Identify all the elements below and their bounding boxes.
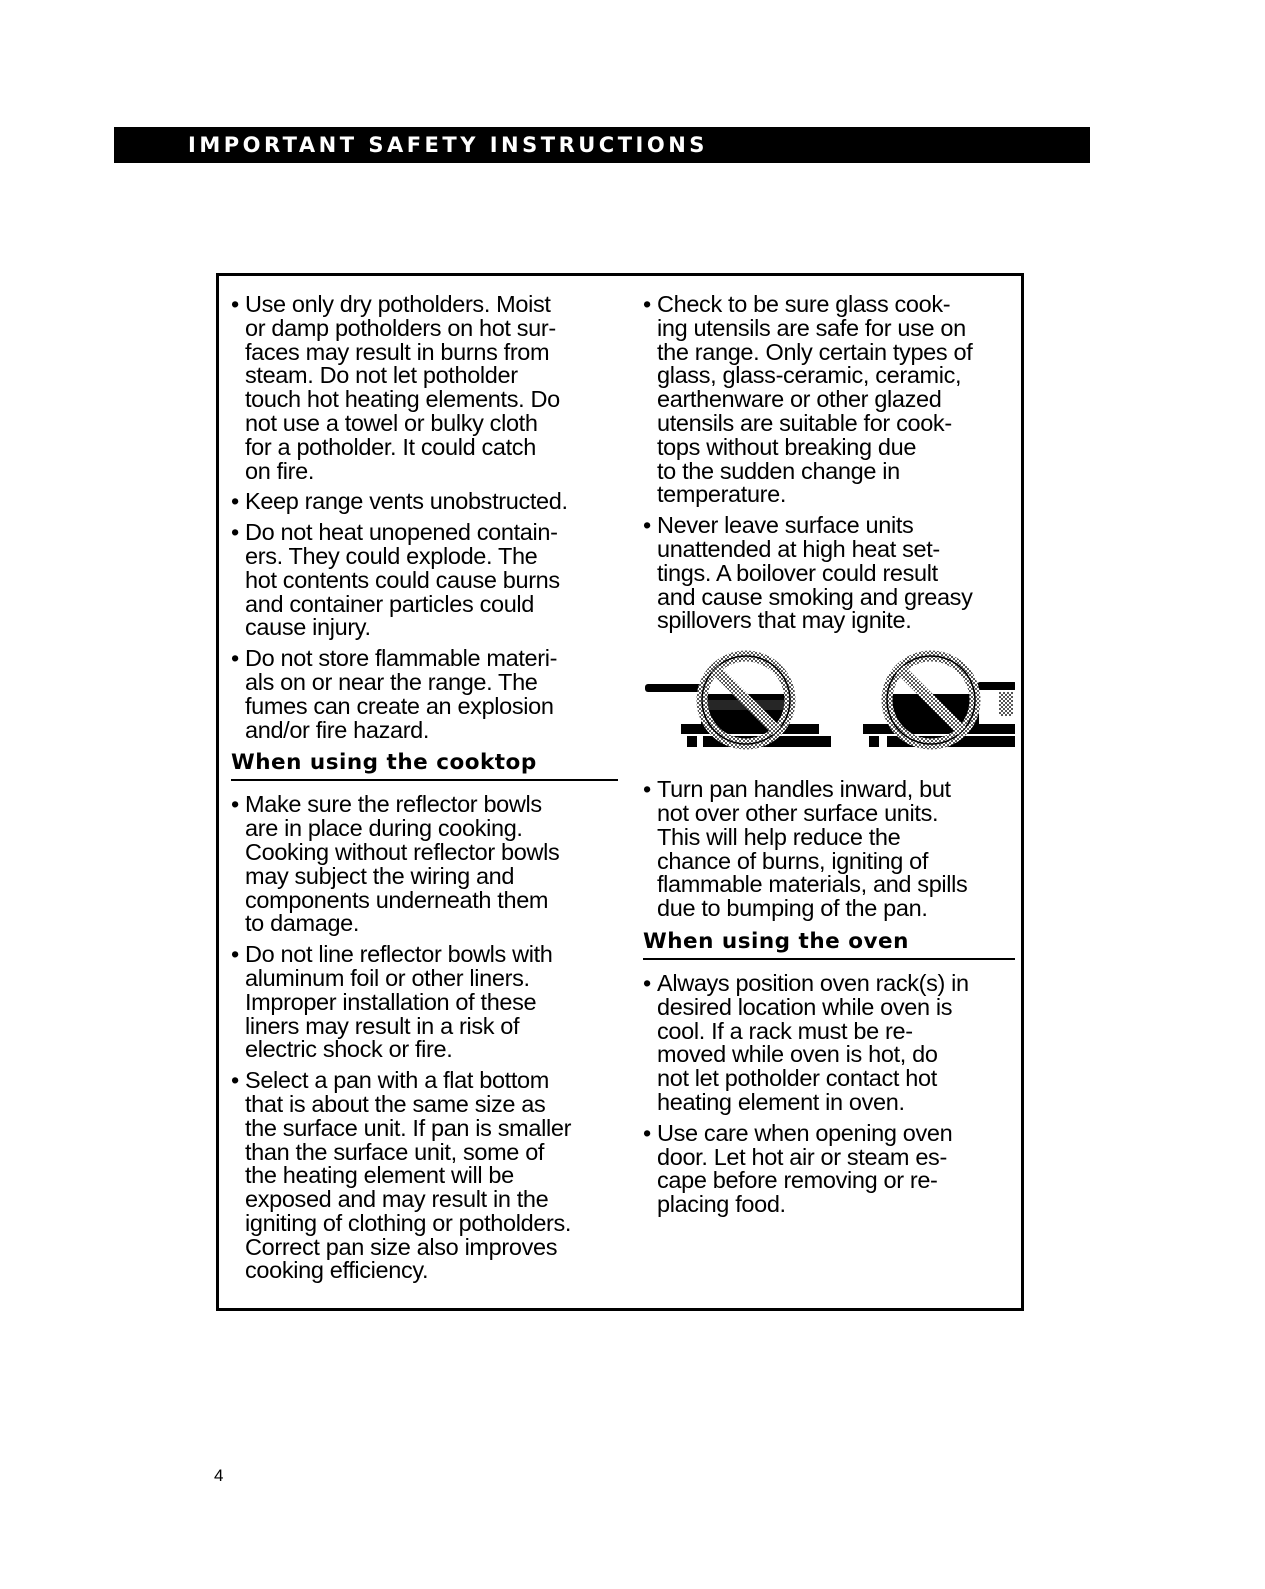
item-line: on fire.	[245, 457, 315, 484]
item-line: and container particles could	[245, 590, 535, 617]
item-line: placing food.	[657, 1191, 786, 1218]
item-line: to damage.	[245, 910, 360, 937]
bullet: •	[643, 969, 651, 996]
safety-item	[643, 514, 1015, 633]
safety-item	[643, 778, 1015, 921]
item-line: Correct pan size also improves	[245, 1233, 558, 1260]
right-items-top	[643, 293, 1015, 633]
item-line: glass, glass-ceramic, ceramic,	[657, 362, 962, 389]
bullet: •	[231, 488, 239, 515]
item-line: or damp potholders on hot sur-	[245, 314, 556, 341]
safety-item	[231, 793, 618, 936]
safety-item	[231, 521, 618, 640]
bullet: •	[231, 519, 239, 546]
safety-item	[643, 1119, 1015, 1218]
section-banner: IMPORTANT SAFETY INSTRUCTIONS	[114, 127, 1090, 163]
item-line: Never leave surface units	[657, 512, 914, 539]
item-line: Always position oven rack(s) in	[657, 969, 969, 996]
item-line: the surface unit. If pan is smaller	[245, 1114, 572, 1141]
item-line: igniting of clothing or potholders.	[245, 1209, 572, 1236]
right-items-mid	[643, 778, 1015, 921]
prohibited-pan-left	[645, 656, 831, 747]
item-line: Check to be sure glass cook-	[657, 291, 951, 317]
item-line: not over other surface units.	[657, 799, 939, 826]
item-line: the heating element will be	[245, 1162, 514, 1189]
bullet: •	[231, 791, 239, 818]
item-line: Turn pan handles inward, but	[657, 776, 951, 803]
no-pan-handle-outward-icon	[643, 644, 1015, 764]
item-line: components underneath them	[245, 886, 549, 913]
safety-item	[231, 490, 618, 514]
item-line: moved while oven is hot, do	[657, 1041, 938, 1068]
item-line: are in place during cooking.	[245, 815, 523, 842]
item-line: unattended at high heat set-	[657, 535, 940, 562]
left-column	[231, 293, 618, 1290]
prohibited-pan-right	[863, 656, 1015, 747]
item-line: exposed and may result in the	[245, 1186, 549, 1213]
left-items-top	[231, 293, 618, 742]
item-line: steam. Do not let potholder	[245, 362, 518, 389]
item-line: not let potholder contact hot	[657, 1065, 937, 1092]
item-line: Select a pan with a flat bottom	[245, 1067, 549, 1094]
bullet: •	[643, 512, 651, 539]
safety-item	[231, 293, 618, 483]
bullet: •	[643, 1119, 651, 1146]
item-line: heating element in oven.	[657, 1088, 905, 1115]
item-line: ing utensils are safe for use on	[657, 314, 966, 341]
page-number: 4	[214, 1466, 224, 1485]
item-line: the range. Only certain types of	[657, 338, 973, 365]
left-items-bottom	[231, 793, 618, 1283]
pan-handle-illustration	[643, 644, 1015, 764]
item-line: als on or near the range. The	[245, 668, 538, 695]
item-line: not use a towel or bulky cloth	[245, 409, 538, 436]
right-items-bottom	[643, 969, 1015, 1218]
item-line: This will help reduce the	[657, 823, 901, 850]
cooktop-heading: When using the cooktop	[231, 750, 537, 776]
item-line: electric shock or fire.	[245, 1036, 453, 1063]
oven-heading-row	[643, 928, 1015, 960]
safety-item	[231, 1069, 618, 1283]
oven-heading: When using the oven	[643, 928, 909, 954]
item-line: due to bumping of the pan.	[657, 895, 928, 922]
safety-item	[643, 293, 1015, 507]
item-line: spillovers that may ignite.	[657, 607, 912, 634]
item-line: Do not store flammable materi-	[245, 645, 558, 672]
item-line: than the surface unit, some of	[245, 1138, 545, 1165]
bullet: •	[231, 941, 239, 968]
bullet: •	[643, 291, 651, 317]
bullet: •	[231, 1067, 239, 1094]
bullet: •	[643, 776, 651, 803]
item-line: liners may result in a risk of	[245, 1012, 520, 1039]
item-line: earthenware or other glazed	[657, 386, 942, 413]
item-line: to the sudden change in	[657, 457, 900, 484]
item-line: desired location while oven is	[657, 993, 953, 1020]
item-line: Use care when opening oven	[657, 1119, 953, 1146]
item-line: and/or fire hazard.	[245, 716, 430, 743]
item-line: tings. A boilover could result	[657, 559, 938, 586]
safety-item	[231, 647, 618, 742]
item-line: chance of burns, igniting of	[657, 847, 929, 874]
item-line: cause injury.	[245, 614, 371, 641]
item-line: faces may result in burns from	[245, 338, 550, 365]
item-line: Make sure the reflector bowls	[245, 791, 542, 818]
item-line: fumes can create an explosion	[245, 692, 554, 719]
item-line: Use only dry potholders. Moist	[245, 291, 551, 317]
item-line: flammable materials, and spills	[657, 871, 968, 898]
right-column	[643, 293, 1015, 1224]
item-line: Cooking without reflector bowls	[245, 838, 560, 865]
safety-item	[643, 969, 1015, 1115]
item-line: cool. If a rack must be re-	[657, 1017, 913, 1044]
item-line: aluminum foil or other liners.	[245, 964, 530, 991]
item-line: Keep range vents unobstructed.	[245, 488, 568, 515]
item-line: temperature.	[657, 481, 787, 508]
bullet: •	[231, 291, 239, 317]
safety-instructions-box	[216, 273, 1024, 1311]
item-line: utensils are suitable for cook-	[657, 409, 952, 436]
item-line: cape before removing or re-	[657, 1167, 938, 1194]
item-line: ers. They could explode. The	[245, 542, 538, 569]
item-line: Do not line reflector bowls with	[245, 941, 553, 968]
item-line: cooking efficiency.	[245, 1257, 429, 1284]
item-line: and cause smoking and greasy	[657, 583, 973, 610]
item-line: for a potholder. It could catch	[245, 433, 536, 460]
item-line: may subject the wiring and	[245, 862, 515, 889]
item-line: tops without breaking due	[657, 433, 917, 460]
bullet: •	[231, 645, 239, 672]
item-line: hot contents could cause burns	[245, 566, 560, 593]
safety-item	[231, 943, 618, 1062]
item-line: touch hot heating elements. Do	[245, 386, 560, 413]
item-line: that is about the same size as	[245, 1090, 546, 1117]
item-line: door. Let hot air or steam es-	[657, 1143, 947, 1170]
item-line: Improper installation of these	[245, 988, 537, 1015]
cooktop-heading-row	[231, 749, 618, 781]
item-line: Do not heat unopened contain-	[245, 519, 558, 546]
